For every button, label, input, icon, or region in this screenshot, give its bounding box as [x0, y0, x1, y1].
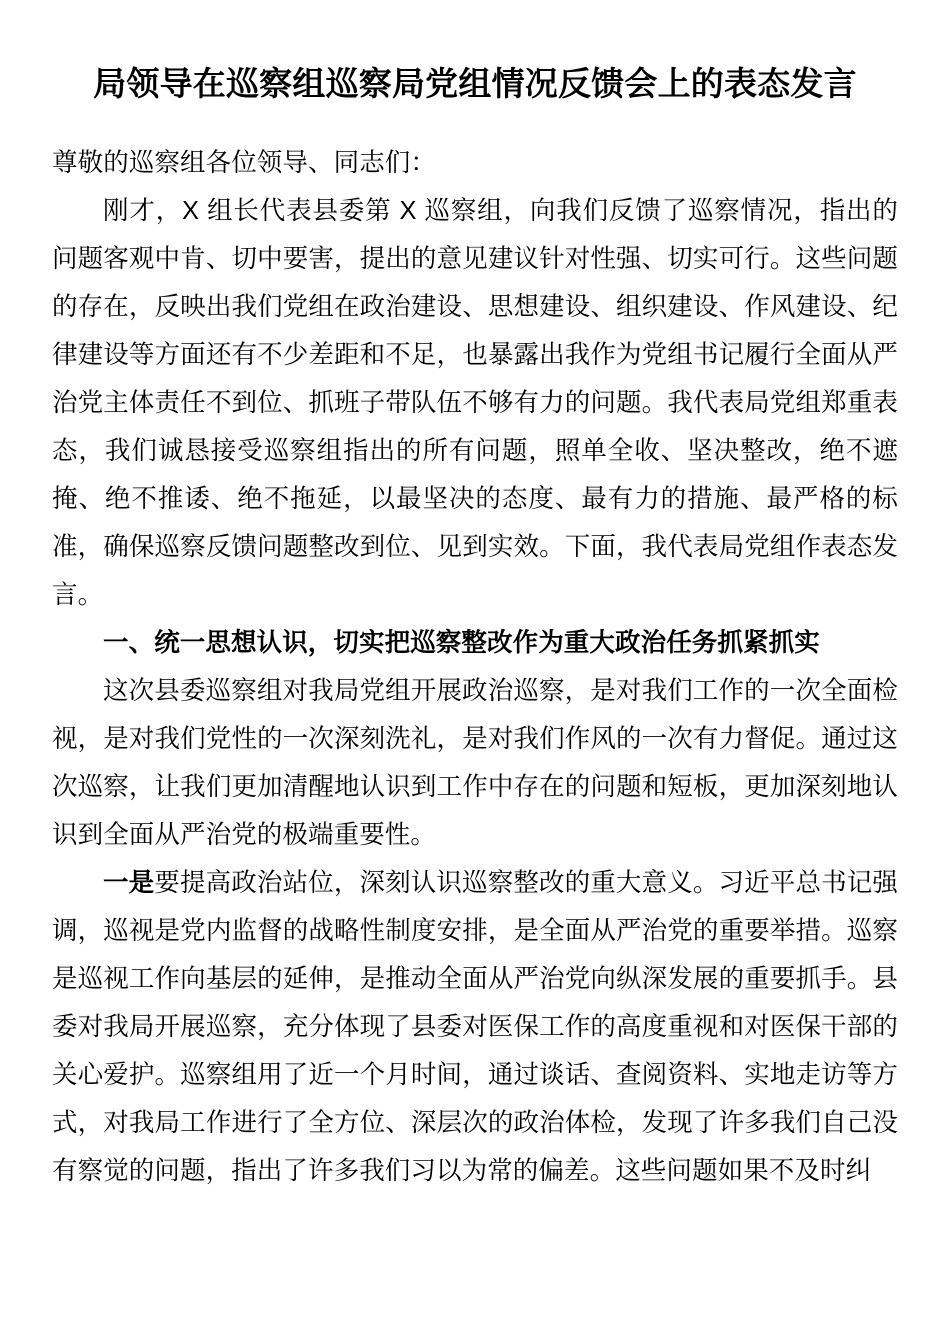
document-body: [52, 139, 898, 1195]
point-lead-marker: 一是: [103, 868, 155, 897]
paragraph-section-1-point-1: [52, 859, 898, 1195]
paragraph-section-1-body-1: 这次县委巡察组对我局党组开展政治巡察，是对我们工作的一次全面检视，是对我们党性的一次深刻洗礼，是对我们作风的一次有力督促。通过这次巡察，让我们更加清醒地认识到工作中存在的问题和短板，更加深刻地认识到全面从严治党的极端重要性。: [52, 676, 898, 849]
section-heading-1: 一、统一思想认识，切实把巡察整改作为重大政治任务抓紧抓实: [103, 628, 820, 657]
page-title: 局领导在巡察组巡察局党组情况反馈会上的表态发言: [93, 65, 857, 102]
paragraph-opening: 刚才，X 组长代表县委第 X 巡察组，向我们反馈了巡察情况，指出的问题客观中肯、切中要害，提出的意见建议针对性强、切实可行。这些问题的存在，反映出我们党组在政治建设、思想建设、组织建设、作风建设、纪律建设等方面还有不少差距和不足，也暴露出我作为党组书记履行全面从严治党主体责任不到位、抓班子带队伍不够有力的问题。我代表局党组郑重表态，我们诚恳接受巡察组指出的所有问题，照单全收、坚决整改，绝不遮掩、绝不推诿、绝不拖延，以最坚决的态度、最有力的措施、最严格的标准，确保巡察反馈问题整改到位、见到实效。下面，我代表局党组作表态发言。: [52, 196, 898, 609]
point-body-text: 要提高政治站位，深刻认识巡察整改的重大意义。习近平总书记强调，巡视是党内监督的战略性制度安排，是全面从严治党的重要举措。巡察是巡视工作向基层的延伸，是推动全面从严治党向纵深发展的重要抓手。县委对我局开展巡察，充分体现了县委对医保工作的高度重视和对医保干部的关心爱护。巡察组用了近一个月时间，通过谈话、查阅资料、实地走访等方式，对我局工作进行了全方位、深层次的政治体检，发现了许多我们自己没有察觉的问题，指出了许多我们习以为常的偏差。这些问题如果不及时纠: [52, 868, 898, 1185]
salutation-line: 尊敬的巡察组各位领导、同志们：: [52, 148, 437, 177]
